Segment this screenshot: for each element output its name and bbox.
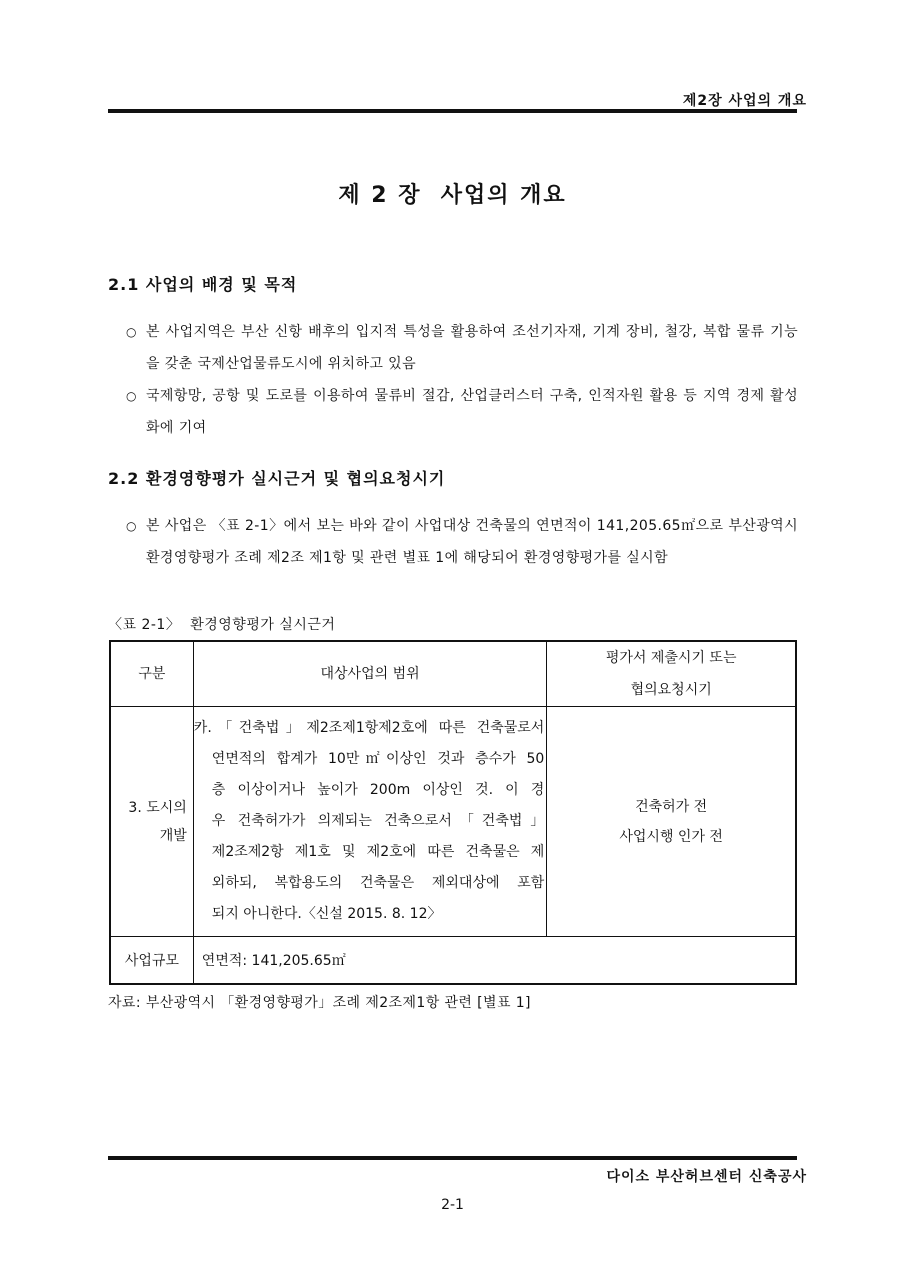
range-line: 제2조제2항 제1호 및 제2호에 따른 건축물은 제: [211, 844, 545, 860]
bullet-item: [126, 316, 798, 380]
header-rule: [108, 109, 797, 113]
running-header: 제2장 사업의 개요: [682, 93, 807, 109]
row-timing-line1: 건축허가 전: [635, 798, 708, 815]
range-line: 연면적의 합계가 10만㎡이상인 것과 층수가 50: [211, 751, 545, 767]
range-line: 층 이상이거나 높이가 200m 이상인 것. 이 경: [211, 782, 545, 798]
row-range: [193, 707, 547, 937]
table-row-scale: [110, 937, 796, 985]
range-line: 우 건축허가가 의제되는 건축으로서「건축법」: [211, 813, 545, 829]
page-number: 2-1: [441, 1197, 464, 1213]
bullet-text: 본 사업지역은 부산 신항 배후의 입지적 특성을 활용하여 조선기자재, 기계 장비, 철강, 복합 물류 기능을 갖춘 국제산업물류도시에 위치하고 있음: [146, 324, 798, 372]
header-timing-line2: 협의요청시기: [630, 682, 712, 698]
table-row: [110, 707, 796, 937]
bullet-text: 본 사업은 〈표 2-1〉에서 보는 바와 같이 사업대상 건축물의 연면적이 141,205.65㎡으로 부산광역시 환경영향평가 조례 제2조 제1항 및 관련 별표 1에 해당되어 환경영향평가를 실시함: [146, 518, 798, 566]
bullet-text: 국제항망, 공항 및 도로를 이용하여 물류비 절감, 산업클러스터 구축, 인적자원 활용 등 지역 경제 활성화에 기여: [146, 388, 798, 436]
row-category: [110, 707, 193, 937]
circle-bullet-icon: ○: [126, 389, 137, 403]
section-title-2-2: 2.2 환경영향평가 실시근거 및 협의요청시기: [108, 469, 446, 488]
header-category: 구분: [110, 641, 193, 707]
chapter-title: 제 2 장 사업의 개요: [338, 183, 567, 208]
header-timing-line1: 평가서 제출시기 또는: [605, 650, 737, 666]
row-timing: [547, 707, 796, 937]
scale-label: 사업규모: [110, 937, 193, 985]
range-line: 되지 아니한다.〈신설 2015. 8. 12〉: [211, 906, 442, 922]
bullet-item: [126, 510, 798, 574]
row-category-line2: 개발: [159, 827, 187, 844]
row-category-line1: 3. 도시의: [128, 799, 187, 816]
section-title-2-1: 2.1 사업의 배경 및 목적: [108, 275, 298, 294]
circle-bullet-icon: ○: [126, 325, 137, 339]
table-caption: 〈표 2-1〉 환경영향평가 실시근거: [108, 617, 336, 633]
footer-rule: [108, 1156, 797, 1160]
footer-project-name: 다이소 부산허브센터 신축공사: [606, 1169, 807, 1185]
circle-bullet-icon: ○: [126, 519, 137, 533]
header-range: 대상사업의 범위: [193, 641, 547, 707]
row-timing-line2: 사업시행 인가 전: [619, 828, 723, 845]
table-source-note: 자료: 부산광역시 「환경영향평가」조례 제2조제1항 관련 [별표 1]: [108, 995, 531, 1011]
scale-value: 연면적: 141,205.65㎡: [193, 937, 796, 985]
header-timing: [547, 641, 796, 707]
range-line: 외하되, 복합용도의 건축물은 제외대상에 포함: [211, 875, 545, 891]
assessment-basis-table: [109, 640, 797, 985]
range-line: 카.「건축법」제2조제1항제2호에 따른 건축물로서: [193, 720, 545, 736]
table-header-row: [110, 641, 796, 707]
bullet-item: [126, 380, 798, 444]
